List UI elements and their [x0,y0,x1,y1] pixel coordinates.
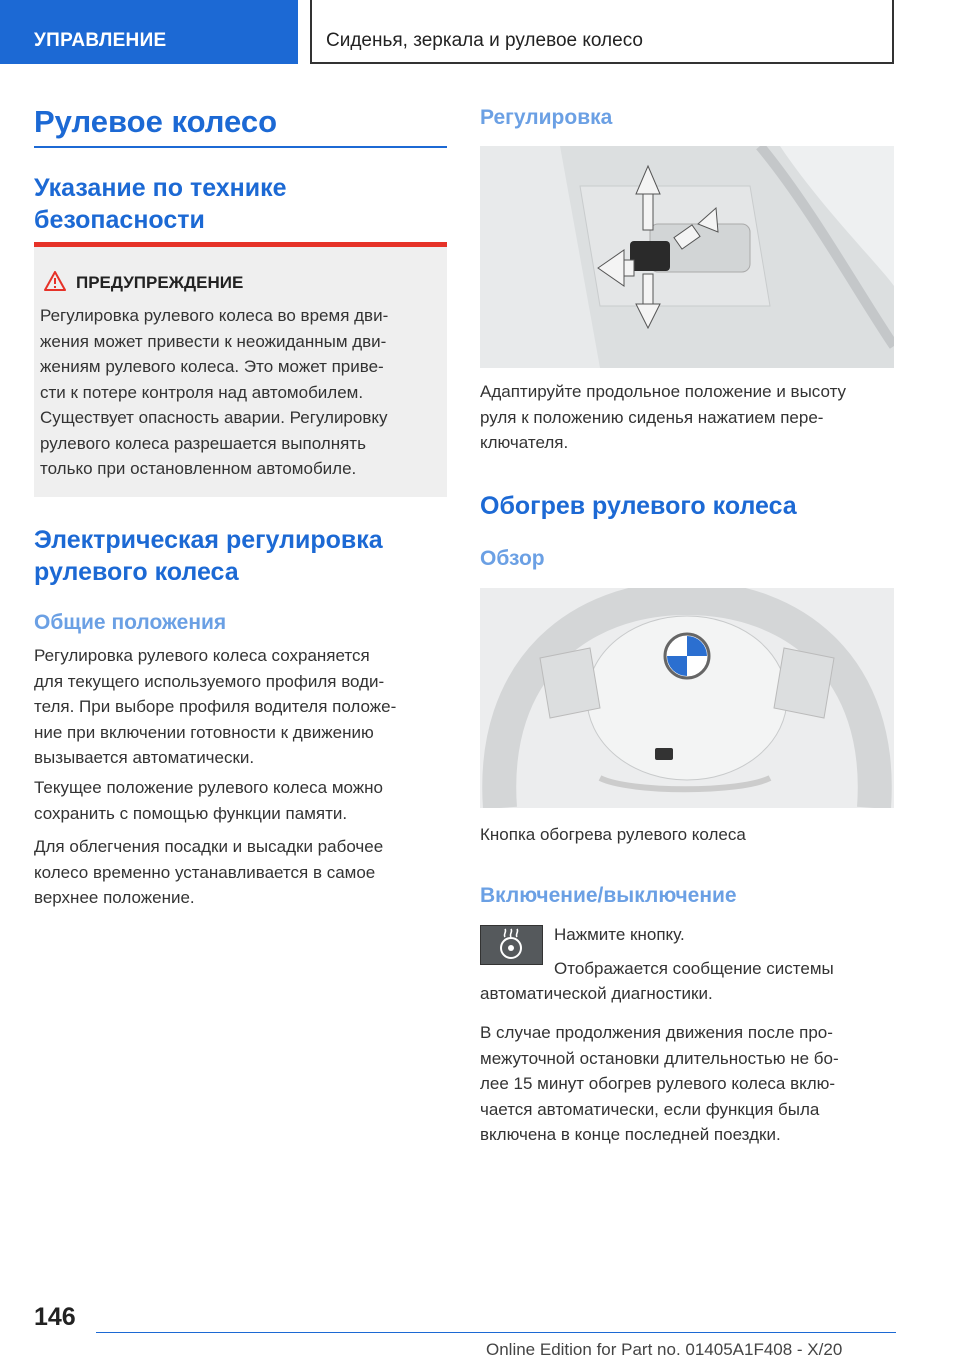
heating-button-icon[interactable] [480,925,543,965]
page-number: 146 [34,1303,76,1331]
warning-icon [44,271,66,291]
steering-wheel-image [480,588,894,808]
edition-text: Online Edition for Part no. 01405A1F408 - X/20 [486,1340,843,1359]
overview-caption: Кнопка обогрева рулевого колеса [480,825,746,844]
page-title: Рулевое колесо [34,104,278,139]
press-button-text: Нажмите кнопку. [554,925,685,944]
steering-column-switch-image [480,146,894,368]
onoff-heading: Включение/выключение [480,884,737,907]
general-heading: Общие положения [34,611,227,634]
footer-divider [96,1332,896,1333]
message-text-2: автоматической диагностики. [480,984,713,1003]
general-paragraph-2: Текущее положение рулевого колеса можно сохранить с помощью функции памяти. [34,778,383,823]
resume-text: В случае продолжения движения после про- межуточной остановки длительностью не бо- лее 15 минут обогрев рулевого колеса вклю- чается автоматически, если функция была включена в конце последней поездки. [480,1023,839,1144]
adjust-heading: Регулировка [480,106,613,129]
section-tab[interactable] [0,0,298,64]
title-divider [34,146,447,148]
general-paragraph-3: Для облегчения посадки и высадки рабочее колесо временно устанавливается в самое верхнее положение. [34,837,384,907]
warning-label: ПРЕДУПРЕЖДЕНИЕ [76,273,244,292]
overview-heading: Обзор [480,547,545,570]
message-text: Отображается сообщение системы [554,959,834,978]
warning-text: Регулировка рулевого колеса во время дви- жения может привести к неожиданным дви- жениям рулевого колеса. Это может приве- сти к потере контроля над автомобилем. Существует опасность аварии. Регулировку рулевого колеса разрешается выполнять только при остановленном автомобиле. [40,306,389,478]
safety-heading: Указание по технике безопасности [34,174,287,234]
warning-box [34,242,447,497]
heating-heading: Обогрев рулевого колеса [480,492,797,520]
general-paragraph-1: Регулировка рулевого колеса сохраняется для текущего используемого профиля води- теля. При выборе профиля водителя положе- ние при включении готовности к движению вызывается автоматически. [34,646,397,767]
chapter-header [310,0,894,64]
adjust-text: Адаптируйте продольное положение и высоту руля к положению сиденья нажатием пере- ключателя. [480,382,847,452]
electric-adjust-heading: Электрическая регулировка рулевого колеса [34,526,383,586]
chapter-label: Сиденья, зеркала и рулевое колесо [326,30,643,51]
section-label: УПРАВЛЕНИЕ [34,30,167,51]
